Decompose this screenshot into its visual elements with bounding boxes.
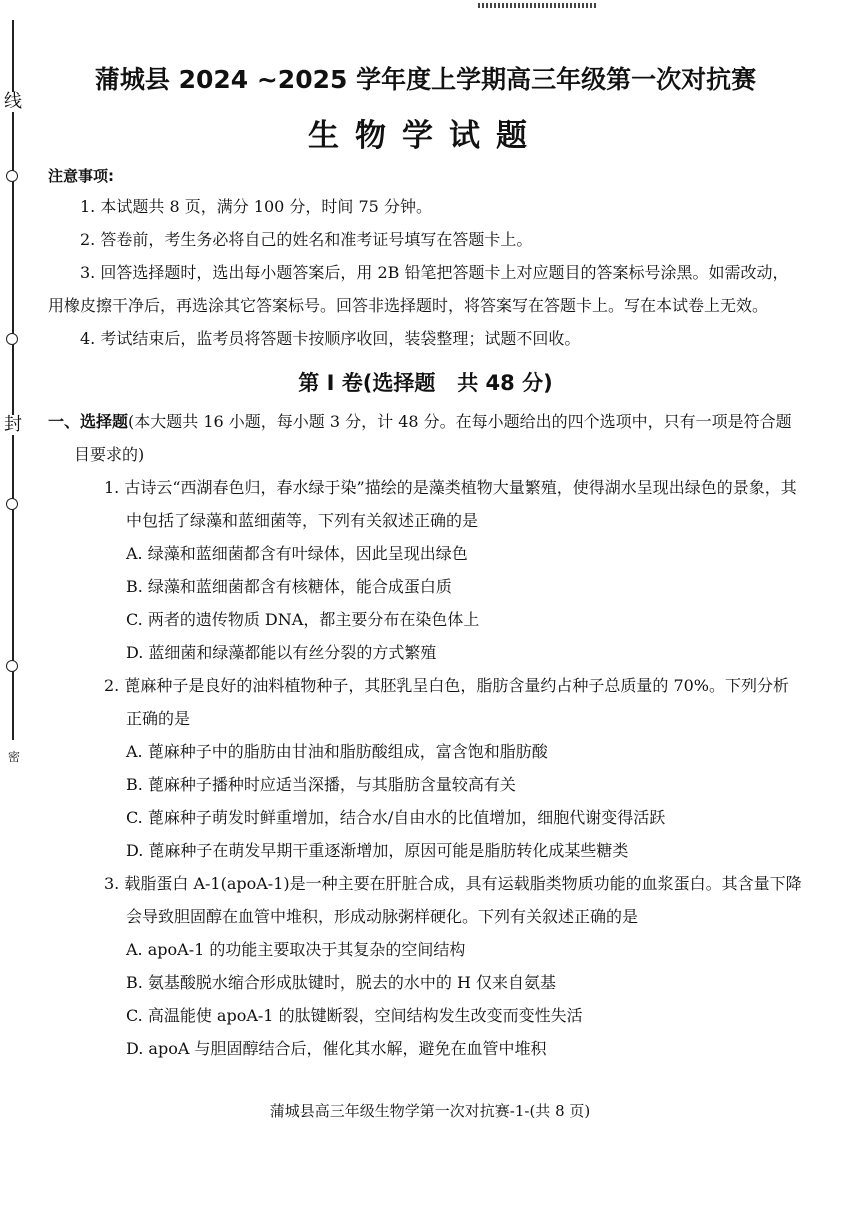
question-2 xyxy=(104,669,803,867)
notice-item: 2. 答卷前，考生务必将自己的姓名和准考证号填写在答题卡上。 xyxy=(80,230,533,249)
question-3 xyxy=(104,867,803,1065)
question-stem: 1. 古诗云“西湖春色归，春水绿于染”描绘的是藻类植物大量繁殖，使得湖水呈现出绿色的景象，其中包括了绿藻和蓝细菌等，下列有关叙述正确的是 xyxy=(104,478,797,530)
option-d: D. apoA 与胆固醇结合后，催化其水解，避免在血管中堆积 xyxy=(126,1039,547,1058)
notice-item: 1. 本试题共 8 页，满分 100 分，时间 75 分钟。 xyxy=(80,197,432,216)
binding-circle xyxy=(6,170,18,182)
binding-char-mi: 密 xyxy=(8,750,21,764)
notice-item: 4. 考试结束后，监考员将答题卡按顺序收回，装袋整理；试题不回收。 xyxy=(80,329,581,348)
binding-circle xyxy=(6,498,18,510)
subject-title: 生物学试题 xyxy=(308,118,543,154)
exam-page xyxy=(48,60,803,1065)
option-d: D. 蓖麻种子在萌发早期干重逐渐增加，原因可能是脂肪转化成某些糖类 xyxy=(126,841,629,860)
binding-line xyxy=(12,20,14,740)
binding-circle xyxy=(6,333,18,345)
part-label: 一、选择题 xyxy=(48,412,129,431)
option-b: B. 绿藻和蓝细菌都含有核糖体，能合成蛋白质 xyxy=(126,577,452,596)
option-d: D. 蓝细菌和绿藻都能以有丝分裂的方式繁殖 xyxy=(126,643,437,662)
binding-circle xyxy=(6,660,18,672)
option-b: B. 氨基酸脱水缩合形成肽键时，脱去的水中的 H 仅来自氨基 xyxy=(126,973,557,992)
option-a: A. apoA-1 的功能主要取决于其复杂的空间结构 xyxy=(126,940,466,959)
part-instruction-text: (本大题共 16 小题，每小题 3 分，计 48 分。在每小题给出的四个选项中，只有一项是符合题目要求的) xyxy=(74,412,792,464)
notice-item: 3. 回答选择题时，选出每小题答案后，用 2B 铅笔把答题卡上对应题目的答案标号涂黑。如需改动，用橡皮擦干净后，再选涂其它答案标号。回答非选择题时，将答案写在答题卡上。写在本试卷上无效。 xyxy=(48,263,789,315)
page-footer: 蒲城县高三年级生物学第一次对抗赛-1-(共 8 页) xyxy=(269,1102,591,1120)
scan-mark xyxy=(478,3,598,8)
question-stem: 3. 载脂蛋白 A-1(apoA-1)是一种主要在肝脏合成，具有运载脂类物质功能的血浆蛋白。其含量下降会导致胆固醇在血管中堆积，形成动脉粥样硬化。下列有关叙述正确的是 xyxy=(104,874,802,926)
exam-title: 蒲城县 2024 ~2025 学年度上学期高三年级第一次对抗赛 xyxy=(94,65,757,94)
notice-block xyxy=(48,165,803,355)
notice-heading: 注意事项: xyxy=(48,167,114,185)
option-b: B. 蓖麻种子播种时应适当深播，与其脂肪含量较高有关 xyxy=(126,775,516,794)
binding-char-feng: 封 xyxy=(4,414,22,435)
option-a: A. 绿藻和蓝细菌都含有叶绿体，因此呈现出绿色 xyxy=(126,544,468,563)
option-c: C. 两者的遗传物质 DNA，都主要分布在染色体上 xyxy=(126,610,480,629)
binding-margin xyxy=(0,0,40,1217)
option-a: A. 蓖麻种子中的脂肪由甘油和脂肪酸组成，富含饱和脂肪酸 xyxy=(126,742,548,761)
option-c: C. 高温能使 apoA-1 的肽键断裂，空间结构发生改变而变性失活 xyxy=(126,1006,583,1025)
part-instruction xyxy=(48,405,803,471)
section-heading: 第 Ⅰ 卷(选择题 共 48 分) xyxy=(298,371,553,395)
option-c: C. 蓖麻种子萌发时鲜重增加，结合水/自由水的比值增加，细胞代谢变得活跃 xyxy=(126,808,666,827)
binding-char-xian: 线 xyxy=(4,91,22,112)
question-stem: 2. 蓖麻种子是良好的油料植物种子，其胚乳呈白色，脂肪含量约占种子总质量的 70%。下列分析正确的是 xyxy=(104,676,790,728)
question-1 xyxy=(104,471,803,669)
